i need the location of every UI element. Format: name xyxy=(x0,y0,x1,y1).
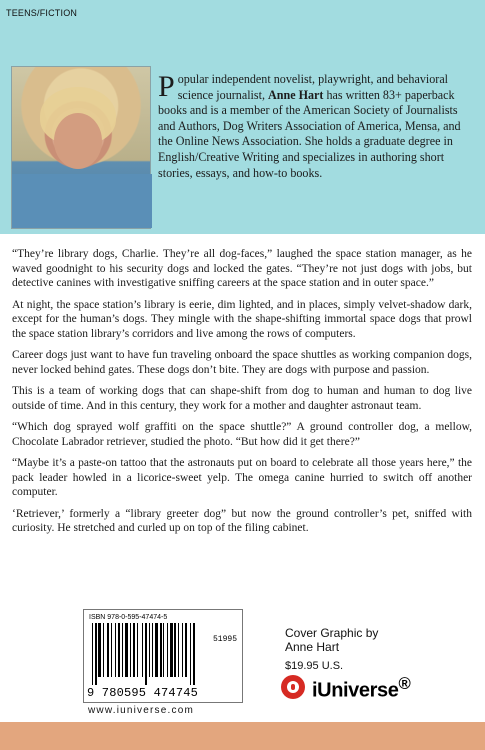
barcode-bar xyxy=(142,623,143,677)
paragraph-6: “Maybe it’s a paste-on tattoo that the astronauts put on board to celebrate all those years here,” the pack leader howled in a licorice-sweet yelp. The omega canine hurried to switch off another computer. xyxy=(12,457,472,498)
iuniverse-logo-icon xyxy=(281,675,305,699)
barcode-bars xyxy=(92,623,228,685)
publisher-trademark: ® xyxy=(398,674,411,693)
barcode-bar xyxy=(163,623,164,677)
barcode-bar xyxy=(130,623,131,677)
barcode-bar xyxy=(160,623,162,677)
dropcap-letter: P xyxy=(158,70,175,103)
bottom-color-band xyxy=(0,722,485,750)
barcode-bar xyxy=(185,623,187,677)
barcode-bar xyxy=(178,623,179,677)
barcode-bar xyxy=(125,623,128,677)
paragraph-1: “They’re library dogs, Charlie. They’re all dog-faces,” laughed the space station manager, as he waved goodnight to his security dogs and locked the gates. “They’re not just dogs with jobs, but detective canines with investigative sniffing careers at the space station and in outer space.” xyxy=(12,248,472,289)
author-face xyxy=(54,113,102,169)
barcode-bar xyxy=(133,623,135,677)
paragraph-3: Career dogs just want to have fun traveling onboard the space shuttles as working companion dogs, never locked behind gates. These dogs don’t bite. They are dogs with purpose and passion. xyxy=(12,349,472,376)
barcode-bar xyxy=(107,623,109,677)
book-description xyxy=(12,247,472,543)
barcode-bar xyxy=(193,623,195,685)
barcode-bar xyxy=(190,623,191,685)
isbn-barcode-box xyxy=(83,609,243,703)
isbn-digits: 9 780595 474745 xyxy=(87,686,199,700)
bio-text-before-name: opular independent novelist, playwright, and behavioral science journalist, xyxy=(177,72,449,102)
publisher-logo xyxy=(281,674,411,702)
paragraph-4: This is a team of working dogs that can shape-shift from dog to human and human to dog live outside of time. And in this century, they work for a mother and daughter astronaut team. xyxy=(12,385,472,412)
bio-text-after-name: has written 83+ paperback books and is a member of the American Society of Journalists and Authors, Dog Writers Association of America, Mensa, and the Online News Association. She holds a graduate degree in English/Creative Writing and specializes in authoring short stories, essays, and how-to books. xyxy=(158,87,461,180)
barcode-bar xyxy=(98,623,101,677)
paragraph-5: “Which dog sprayed wolf graffiti on the space shuttle?” A ground controller dog, a mellow, Chocolate Labrador retriever, studied the photo. “But how did it get there?” xyxy=(12,421,472,448)
publisher-name xyxy=(312,674,410,703)
genre-label: TEENS/FICTION xyxy=(6,8,78,18)
publisher-website: www.iuniverse.com xyxy=(88,705,194,716)
barcode-bar xyxy=(92,623,93,685)
barcode-bar xyxy=(182,623,183,677)
publisher-name-text: iUniverse xyxy=(312,679,399,702)
cover-credit xyxy=(285,626,378,654)
barcode-bar xyxy=(95,623,97,685)
barcode-bar xyxy=(155,623,158,677)
barcode-bar xyxy=(122,623,123,677)
paragraph-2: At night, the space station’s library is eerie, dim lighted, and in places, simply velvet-shadow dark, except for the human’s dogs. They mingle with the shape-shifting immortal space dogs that prowl the space station library’s corridors and live among the rows of computers. xyxy=(12,298,472,340)
barcode-bar xyxy=(103,623,104,677)
barcode-bar xyxy=(170,623,173,677)
cover-credit-line-2: Anne Hart xyxy=(285,640,340,654)
author-photo xyxy=(11,66,151,229)
barcode-bar xyxy=(137,623,138,677)
paragraph-7: ‘Retriever,’ formerly a “library greeter dog” but now the ground controller’s pet, sniffed with curiosity. He stretched and curled up on top of the filing cabinet. xyxy=(12,507,472,534)
barcode-bar xyxy=(174,623,176,677)
cover-credit-line-1: Cover Graphic by xyxy=(285,626,379,640)
top-panel xyxy=(0,0,485,234)
author-shirt xyxy=(12,174,152,228)
barcode-bar xyxy=(167,623,168,677)
author-bio xyxy=(158,72,469,181)
barcode-bar xyxy=(149,623,150,677)
barcode-bar xyxy=(118,623,120,677)
barcode-bar xyxy=(115,623,116,677)
book-price: $19.95 U.S. xyxy=(285,660,344,672)
barcode-bar xyxy=(111,623,112,677)
barcode-bar xyxy=(145,623,147,685)
isbn-label: ISBN 978-0-595-47474-5 xyxy=(89,614,168,621)
barcode-bar xyxy=(152,623,153,677)
author-name: Anne Hart xyxy=(268,87,324,102)
barcode-price-code: 51995 xyxy=(212,635,237,644)
